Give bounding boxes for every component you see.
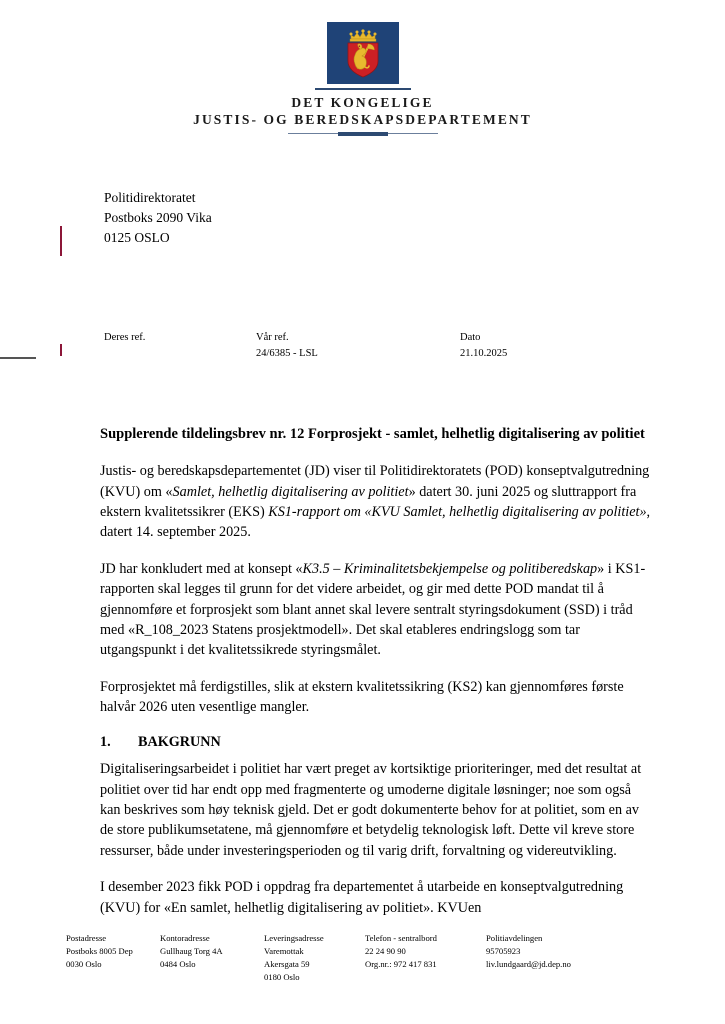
paragraph-5: I desember 2023 fikk POD i oppdrag fra departementet å utarbeide en konseptvalgutredning (KVU) for «En samlet, helhetlig digitalisering av politiet». KVUen (100, 879, 624, 916)
norwegian-coat-of-arms-icon (341, 28, 385, 80)
section-heading-bakgrunn (100, 733, 652, 753)
document-body (100, 424, 652, 934)
footer-line-1: 95705923 (486, 946, 521, 957)
footer-column-postadresse (66, 932, 133, 971)
document-title: Supplerende tildelingsbrev nr. 12 Forprosjekt - samlet, helhetlig digitalisering av politiet (100, 426, 645, 442)
margin-horizontal-rule (0, 357, 36, 359)
footer-line-2: Org.nr.: 972 417 831 (365, 959, 437, 970)
footer-column-telefon (365, 932, 437, 971)
paragraph-1-text-a: Justis- og beredskapsdepartementet (JD) viser til Politidirektoratets (POD) konseptvalgutredning (KVU) om « (100, 463, 650, 500)
paragraph-1-text-b: » datert 30. juni 2025 og sluttrapport fra ekstern kvalitetssikrer (EKS) (100, 483, 637, 521)
paragraph-1-italic-b: KS1-rapport om «KVU Samlet, helhetlig digitalisering av politiet» (268, 504, 647, 521)
var-ref-value: 24/6385 - LSL (256, 347, 318, 359)
crest-banner (327, 22, 399, 84)
footer-line-1: Varemottak (264, 946, 304, 957)
paragraph-2-text-a: JD har konkludert med at konsept « (100, 560, 303, 577)
footer-line-2: Akersgata 59 (264, 959, 310, 970)
section-number: 1. (100, 734, 111, 751)
footer-line-3: 0180 Oslo (264, 972, 300, 983)
dato-value: 21.10.2025 (460, 347, 508, 359)
paragraph-2 (100, 559, 652, 661)
deres-ref-label: Deres ref. (104, 332, 146, 343)
footer-line-2: 0030 Oslo (66, 959, 102, 970)
letterhead-line-2: JUSTIS- OG BEREDSKAPSDEPARTEMENT (193, 111, 532, 127)
footer-heading: Kontoradresse (160, 933, 210, 943)
paragraph-4: Digitaliseringsarbeidet i politiet har vært preget av kortsiktige prioriteringer, med det resultat at politiet over tid har endt opp med fragmenterte og umoderne digitale løsninger; noe som også kan beskrives som høy teknisk gjeld. Det er godt dokumenterte behov for at politiet, som en av de store publikumsetatene, må gjennomføre et betydelig teknologisk løft. Dette vil kreve store ressurser, både under investeringsperioden og til varig drift, forvaltning og videreutvikling. (100, 761, 642, 859)
recipient-city: 0125 OSLO (104, 229, 170, 245)
footer-column-politiavdelingen (486, 932, 571, 971)
margin-change-bar-lower (60, 344, 62, 356)
paragraph-2-italic-a: K3.5 – Kriminalitetsbekjempelse og politiberedskap (302, 560, 598, 577)
paragraph-1-text-c: , datert 14. september 2025. (100, 504, 651, 541)
letterhead-rule-thick (338, 132, 388, 136)
letterhead-rule-bottom (288, 132, 438, 136)
letterhead-line-1: DET KONGELIGE (291, 95, 434, 110)
paragraph-3: Forprosjektet må ferdigstilles, slik at ekstern kvalitetssikring (KS2) kan gjennomføres første halvår 2026 uten vesentlige mangler. (100, 678, 624, 716)
recipient-po-box: Postboks 2090 Vika (104, 209, 212, 225)
letterhead-rule-top (315, 88, 411, 90)
var-ref-column (256, 330, 318, 362)
recipient-name: Politidirektoratet (104, 190, 196, 205)
footer-column-leveringsadresse (264, 932, 324, 984)
deres-ref-column (104, 330, 145, 346)
footer-line-1: Gullhaug Torg 4A (160, 946, 223, 957)
recipient-address-block (104, 188, 212, 248)
var-ref-label: Vår ref. (256, 332, 289, 343)
paragraph-1 (100, 461, 652, 543)
footer-heading: Leveringsadresse (264, 933, 324, 943)
paragraph-2-text-b: » i KS1-rapporten skal legges til grunn for det videre arbeidet, og gir med dette POD mandat til å gjennomføre et forprosjekt som blant annet skal levere sentralt styringsdokument (SSD) i tråd med «R_108_2023 Statens prosjektmodell». Det skal etableres endringslogg som tar utgangspunkt i det kvalitetssikrede styringsmålet. (100, 560, 646, 659)
footer-line-2: 0484 Oslo (160, 959, 196, 970)
footer-line-1: 22 24 90 90 (365, 946, 406, 957)
footer-email[interactable]: liv.lundgaard@jd.dep.no (486, 959, 571, 970)
footer-heading: Postadresse (66, 933, 107, 943)
paragraph-1-italic-a: Samlet, helhetlig digitalisering av politiet (172, 483, 409, 500)
section-title: BAKGRUNN (138, 734, 221, 751)
footer-heading: Politiavdelingen (486, 933, 543, 943)
dato-label: Dato (460, 332, 481, 343)
footer-line-1: Postboks 8005 Dep (66, 946, 133, 957)
margin-change-bar-upper (60, 226, 62, 256)
dato-column (460, 330, 507, 362)
footer-column-kontoradresse (160, 932, 223, 971)
letterhead (0, 22, 725, 136)
footer-heading: Telefon - sentralbord (365, 933, 437, 943)
